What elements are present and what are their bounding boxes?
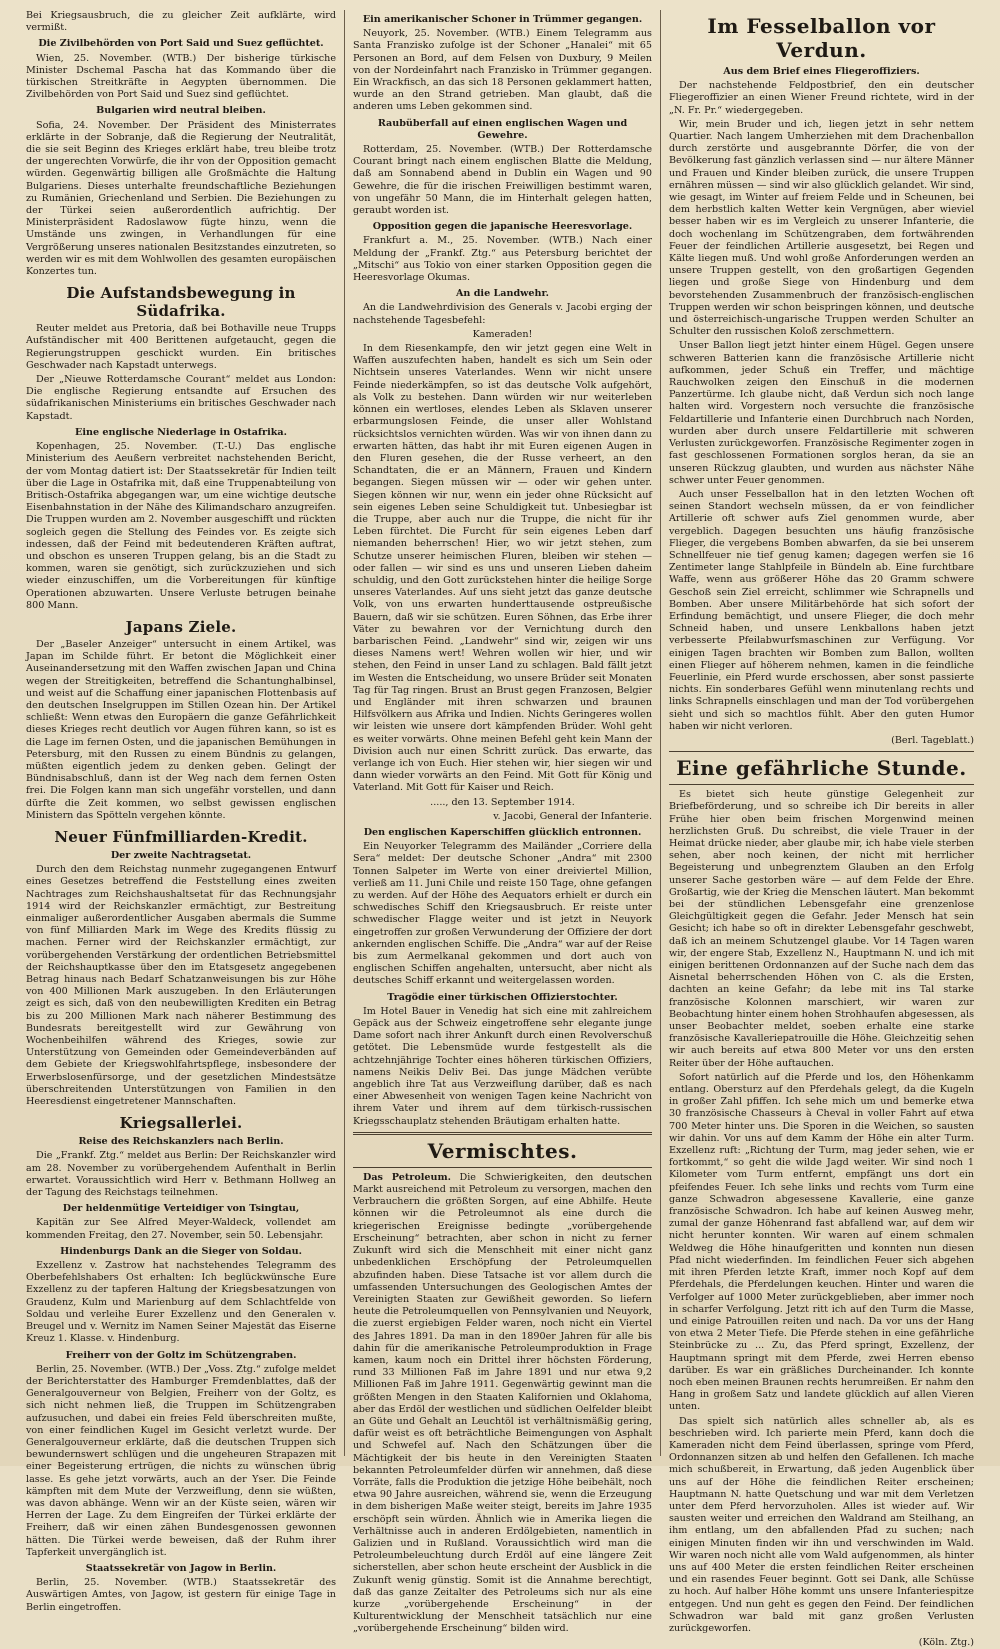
headline-suedafrika: Die Aufstandsbewegung in Südafrika. [66,284,296,321]
article-ostafrika: Kopenhagen, 25. November. (T.-U.) Das englische Ministerium des Aeußern verbreitet nachstehenden Bericht, der vom Montag datiert ist: Der Staatssekretär für Indien teilt über die Lage in Ostafrika mit, daß eine Truppenabteilung von Britisch-Ostafrika abgegangen war, um eine wichtige deutsche Eisenbahnstation in der Nähe des Kilimandscharo anzugreifen. Die Truppen wurden am 2. November ausgeschifft und rückten sogleich gegen die Stellung des Feindes vor. Es zeigte sich indessen, daß der Feind mit bedeutenderen Kräften auftrat, und obschon es unseren Truppen gelang, bis an die Stadt zu kommen, waren sie genötigt, sich zurückzuziehen und sich wieder einzuschiffen, um die Vorbereitungen für künftige Operationen abzuwarten. Unsere Verluste betrugen beinahe 800 Mann. [26,441,336,611]
article-suedafrika-2: Der „Nieuwe Rotterdamsche Courant“ meldet aus London: Die englische Regierung entsandte auf Ersuchen des südafrikanischen Ministeriums ein britisches Geschwader nach Kapstadt. [26,374,336,422]
subheadline-fesselballon: Aus dem Brief eines Fliegeroffiziers. [723,66,920,77]
section-divider-thin [669,784,974,785]
headline-kanzler: Reise des Reichskanzlers nach Berlin. [78,1136,284,1148]
article-japan: Der „Baseler Anzeiger“ untersucht in einem Artikel, was Japan im Schilde führt. Er betont die Möglichkeit einer Auseinandersetzung mit den Waffen zwischen Japan und China wegen der Streitigkeiten, betreffend die Schantunghalbinsel, und weist auf die Schaffung einer japanischen Flottenbasis auf den deutschen Inselgruppen im Stillen Ozean hin. Der Artikel schließt: Wenn etwas den Europäern die ganze Gefährlichkeit dieses Krieges recht deutlich vor Augen führen kann, so ist es die Lage im fernen Osten, und die japanischen Bemühungen in Petersburg, mit den Russen zu einem Bündnis zu gelangen, müßten eigentlich jedem zu denken geben. Gelingt der Bündnisabschluß, dann ist der Weg nach dem fernen Osten frei. Die Folgen kann man sich ungefähr vorstellen, und dann dürfte die Zeit kommen, wo selbst gewissen englischen Ministern das Spötteln vergehen könnte. [26,638,336,821]
article-fesselballon-1: Wir, mein Bruder und ich, liegen jetzt in sehr nettem Quartier. Nach langem Umherziehen mit dem Drachenballon durch zerstörte und ausgebrannte Dörfer, die von der Bevölkerung fast gänzlich verlassen sind — nur ältere Männer und Frauen und Kinder bleiben zurück, die unsere Truppen ernähren müssen — sind wir also glücklich gelandet. Wir sind, wie gesagt, im Winter auf freiem Felde und in Scheunen, bei dem herbstlich kalten Wetter kein Vergnügen, aber wieviel besser haben wir es im Vergleich zu unserer Infanterie, die doch wochenlang im Schützengraben, dem fortwährenden Feuer der feindlichen Artillerie ausgesetzt, bei Regen und Kälte liegen muß. Und wohl große Anforderungen werden an unsere Truppen gestellt, von den großartigen Gegenden liegen und große Siege von Hindenburg und dem bevorstehenden Zusammenbruch der französisch-englischen Truppen werden wir schon beispringen können, und deutsche und österreichisch-ungarische Truppen werden Schulter an Schulter den russischen Koloß zerschmettern. [669,118,974,338]
headline-bulgarien: Bulgarien wird neutral bleiben. [96,105,266,117]
article-stunde-3: Das spielt sich natürlich alles schneller ab, als es beschrieben wird. Ich parierte mein Pferd, kann doch die Kameraden nicht dem Feind überlassen, springe vom Pferd, Ordonnanzen sitzen ab und helfen den Gefallenen. Ich mache mich schußbereit, in Erwartung, daß jeden Augenblick über uns auf der Höhe die feindlichen Reiter erscheinen; Hauptmann N. hatte Quetschung und war mit dem Verletzen unter dem Pferd hervorzuholen. Alles ist wieder auf. Wir sausten weiter und erreichen den Waldrand am Steilhang, an ihm entlang, um den abfallenden Pfad zu suchen; nach einigen Minuten finden wir ihn und verschwinden im Wald. Wir waren noch nicht alle vom Wald aufgenommen, als hinter uns auf 400 Meter die ersten feindlichen Reiter erscheinen und ein rasendes Feuer beginnt. Gott sei Dank, alle Schüsse zu hoch. Auf halber Höhe kommt uns unsere Infanteriespitze entgegen. Und nun geht es gegen den Feind. Der feindlichen Schwadron war bald mit ganz großen Verlusten zurückgeworfen. [669,1415,974,1634]
article-kanzler: Die „Frankf. Ztg.“ meldet aus Berlin: Der Reichskanzler wird am 28. November zu vorübergehendem Aufenthalt in Berlin erwartet. Voraussichtlich wird Herr v. Bethmann Hollweg an der Tagung des Reichstags teilnehmen. [26,1150,336,1199]
headline-landwehr: An die Landwehr. [455,288,550,300]
section-divider-thin [353,1167,652,1168]
article-raub: Rotterdam, 25. November. (WTB.) Der Rotterdamsche Courant bringt nach einem englischen Blatte die Meldung, daß am Sonnabend abend in Dublin ein Wagen und 90 Gewehre, die für die irischen Freiwilligen bestimmt waren, von ungefähr 50 Mann, die im Hinterhalt gelegen hatten, geraubt worden ist. [353,144,652,217]
headline-suez: Die Zivilbehörden von Port Said und Suez geflüchtet. [38,38,324,50]
section-divider [669,751,974,752]
article-landwehr-date: ....., den 13. September 1914. [430,796,575,808]
headline-fesselballon: Im Fesselballon vor Verdun. [707,14,936,62]
article-landwehr-signature: v. Jacobi, General der Infanterie. [493,810,652,822]
article-kaper: Ein Neuyorker Telegramm des Mailänder „Corriere della Sera“ meldet: Der deutsche Schoner „Andra“ mit 2300 Tonnen Salpeter im Werte von einer dreiviertel Million, verließ am 11. Juni Chile und reiste 150 Tage, ohne gefangen zu werden. Auf der Höhe des Aequators erhielt er durch ein schwedisches Schiff den Kriegsausbruch. Er reiste unter schwedischer Flagge weiter und ist jetzt in Neuyork eingetroffen zur großen Verwunderung der Offiziere der dort ankernden englischen Schiffe. Die „Andra“ war auf der Reise bis zum Aermelkanal gekommen und dort auch von englischen Schiffen angehalten, untersucht, aber nicht als deutsches Schiff erkannt und weitergelassen worden. [353,841,652,987]
article-fesselballon-2: Unser Ballon liegt jetzt hinter einem Hügel. Gegen unsere schweren Batterien kann die französische Artillerie nicht aufkommen, jeder Schuß ein Treffer, und mächtige Rauchwolken zeigen den Einschuß in die modernen Panzertürme. Ich glaube nicht, daß Verdun sich noch lange halten wird. Vorgestern noch versuchte die französische Feldartillerie und Infanterie einen Durchbruch nach Norden, wurden aber durch unsere Feldartillerie mit schweren Verlusten zurückgeworfen. Französische Regimenter zogen in fast geschlossenen Formationen sorglos heran, da sie an unseren Rückzug glaubten, und wurden aus nächster Nähe schwer unter Feuer genommen. [669,340,974,486]
article-petroleum [353,1172,652,1636]
article-fragment: Bei Kriegsausbruch, die zu gleicher Zeit aufklärte, wird vermißt. [26,10,336,34]
article-fesselballon-intro: Der nachstehende Feldpostbrief, den ein deutscher Fliegeroffizier an einen Wiener Freund richtete, wird in der „N. Fr. Pr.“ wiedergegeben. [669,80,974,116]
headline-tsingtau: Der heldenmütige Verteidiger von Tsingtau, [62,1203,300,1215]
section-divider [353,1132,652,1135]
article-stunde-source: (Köln. Ztg.) [918,1637,974,1649]
headline-opposition: Opposition gegen die japanische Heeresvorlage. [372,221,633,233]
headline-jagow: Staatssekretär von Jagow in Berlin. [85,1562,277,1574]
column-right [660,10,982,1649]
article-stunde-2: Sofort natürlich auf die Pferde und los, den Höhenkamm entlang. Obersturz auf den Pferdehals gelegt, da die Kugeln in großer Zahl pfiffen. Ich sehe mich um und bemerke etwa 30 französische Chasseurs à Cheval in voller Fahrt auf etwa 700 Meter hinter uns. Die Sporen in die Weichen, so sausten wir dahin. Vor uns auf dem Kamm der Höhe ein alter Turm. Exzellenz ruft: „Richtung der Turm, mag jeder sehen, wie er fortkommt,“ so geht die wilde Jagd weiter. Wir sind noch 1 Kilometer vom Turm entfernt, empfängt uns dort ein pfeifendes Feuer. Ich sehe links und rechts vom Turm eine ganze Schwadron abgesessene Kavallerie, eine ganze französische Schwadron. Ich habe auf keinen Ausweg mehr, zumal der ganze Höhenrand fast abfallend war, auf dem wir nicht herunter konnten. Wir waren auf einem schmalen Weldweg die Höhe hinaufgeritten und konnten nun diesen Pfad nicht wiederfinden. Im feindlichen Feuer sich abgehen mit ihren Pferden letzte Kraft, immer noch Kopf auf dem Pferdehals, die Pferdelungen keuchen. Hinter und waren die Verfolger auf 1000 Meter zurückgeblieben, aber immer noch in scharfer Verfolgung. Jetzt ritt ich auf den Turm die Masse, und einige Patrouillen reiten und nach. Da vor uns der Hang von etwa 2 Meter Tiefe. Die Pferde stehen in eine gefährliche Steinbrücke zu ... Zu, das Pferd springt, Exzellenz, der Hauptmann springt mit dem Pferde, zwei Herren ebenso darüber. Es war ein gräßliches Durcheinander. Ich konnte noch eben meinen Braunen rechts herumreißen. Er nahm den Hang in großem Satz und landete glücklich auf allen Vieren unten. [669,1071,974,1413]
columns [18,10,982,1649]
article-opposition: Frankfurt a. M., 25. November. (WTB.) Nach einer Meldung der „Frankf. Ztg.“ aus Petersburg berichtet der „Mitschi“ aus Tokio von einer starken Opposition gegen die Heeresvorlage Okumas. [353,235,652,284]
headline-goltz: Freiherr von der Goltz im Schützengraben. [65,1349,297,1361]
article-fesselballon-source: (Berl. Tageblatt.) [891,734,974,746]
article-goltz: Berlin, 25. November. (WTB.) Der „Voss. Ztg.“ zufolge meldet der Berichterstatter des Hamburger Fremdenblattes, daß der Generalgouverneur von Belgien, Freiherr von der Goltz, es sich nicht nehmen ließ, die Truppen im Schützengraben aufzusuchen, und dabei ein freies Feld überschreiten mußte, von einer feindlichen Kugel im Gesicht verletzt wurde. Der Generalgouverneur erklärte, daß die deutschen Truppen sich bewundernswert schlügen und die ungeheuren Strapazen mit einer Begeisterung ertrügen, die nichts zu wünschen übrig lasse. Es gehe jetzt vorwärts, auch an der Yser. Die Feinde kämpften mit dem Mute der Verzweiflung, denn sie wüßten, was davon abhänge. Wenn wir an der Küste seien, wären wir Herren der Lage. Zu dem Eingreifen der Türkei erklärte der Freiherr, daß wir einen zähen Bundesgenossen gewonnen hätten. Die Türkei werde beweisen, daß der Ruhm ihrer Tapferkeit unvergänglich ist. [26,1363,336,1558]
article-tochter: Im Hotel Bauer in Venedig hat sich eine mit zahlreichem Gepäck aus der Schweiz eingetroffene sehr elegante junge Dame sofort nach ihrer Ankunft durch einen Revolverschuß getötet. Die Lebensmüde wurde festgestellt als die achtzehnjährige Tochter eines höheren türkischen Offiziers, namens Neikis Deliv Bei. Das junge Mädchen verübte angeblich ihre Tat aus Verzweiflung darüber, daß es nach einer Abwesenheit von wenigen Tagen keine Nachricht von ihrem Vater und ihrem auf dem türkisch-russischen Kriegsschauplatz stehenden Bräutigam erhalten hatte. [353,1005,652,1127]
headline-kaper: Den englischen Kaperschiffen glücklich entronnen. [363,827,642,838]
article-fesselballon-3: Auch unser Fesselballon hat in den letzten Wochen oft seinen Standort wechseln müssen, da er von feindlicher Artillerie oft schwer aufs Ziel genommen wurde, aber vergeblich. Dagegen besuchten uns häufig französische Flieger, die vergebens Bomben abwarfen, da sie bei unserem Schnellfeuer nie tief genug kamen; dagegen werfen sie 16 Zentimeter lange Stahlpfeile in Bündeln ab. Eine furchtbare Waffe, wenn aus größerer Höhe das 20 Gramm schwere Geschoß sein Ziel erreicht, schlimmer wie Schrapnells und Bomben. Aber unsere Militärbehörde hat sich sofort der Erfindung bemächtigt, und unsere Flieger, die doch mehr Schneid haben, und unsere Lenkballons haben jetzt verbesserte Pfeilabwurfsmaschinen zur Verfügung. Vor einigen Tagen brachten wir Bomben zum Ballon, wollten einen Flieger auf höherem nehmen, kamen in die feindliche Feuerlinie, ein Pferd wurde erschossen, aber sonst passierte nichts. Ein sonderbares Gefühl wenn minutenlang rechts und links Schrapnells einschlagen und man der Tod vorübergehen sieht und sich so machtlos fühlt. Aber den guten Humor haben wir nicht verloren. [669,488,974,732]
article-landwehr-intro: An die Landwehrdivision des Generals v. Jacobi erging der nachstehende Tagesbefehl: [353,302,652,326]
article-kredit: Durch den dem Reichstag nunmehr zugegangenen Entwurf eines Gesetzes betreffend die Feststellung eines zweiten Nachtrages zum Reichshaushaltsetat für das Rechnungsjahr 1914 wird der Reichskanzler ermächtigt, zur Bestreitung einmaliger außerordentlicher Ausgaben abermals die Summe von fünf Milliarden Mark im Wege des Kredits flüssig zu machen. Ferner wird der Reichskanzler ermächtigt, zur vorübergehenden Verstärkung der ordentlichen Betriebsmittel der Reichshauptkasse über den im Etatsgesetz angegebenen Betrag hinaus nach Bedarf Schatzanweisungen bis zur Höhe von 400 Millionen Mark auszugeben. In den Erläuterungen zeigt es sich, daß von den neubewilligten Krediten ein Betrag bis zu 200 Millionen Mark nach näherer Bestimmung des Bundesrats bereitgestellt wird zur Gewährung von Wochenbeihilfen während des Krieges, sowie zur Unterstützung von Gemeinden oder Gemeindeverbänden auf dem Gebiete der Kriegswohlfahrtspflege, insbesondere der Erwerbslosenfürsorge, und der gesetzlichen Mindestsätze überschreitenden Unterstützungen von Familien in den Heeresdienst eingetretener Mannschaften. [26,864,336,1108]
article-suez: Wien, 25. November. (WTB.) Der bisherige türkische Minister Dschemal Pascha hat das Kommando über die türkischen Streitkräfte in Aegypten übernommen. Die Zivilbehörden von Port Said und Suez sind geflüchtet. [26,52,336,101]
headline-vermischtes: Vermischtes. [427,1138,578,1163]
headline-gefaehrliche-stunde: Eine gefährliche Stunde. [676,756,967,781]
article-bulgarien: Sofia, 24. November. Der Präsident des Ministerrates erklärte in der Sobranje, daß die Regierung der Neutralität, die sie seit Beginn des Krieges erklärt habe, treu bleibe trotz der ungerechten Vorwürfe, die ihr von der Opposition gemacht würden. Gegenwärtig billigen alle Großmächte die Haltung Bulgariens. Dieses unterhalte freundschaftliche Beziehungen zu Rumänien, Griechenland und Serbien. Die Beziehungen zu der Türkei seien außerordentlich aufrichtig. Der Ministerpräsident Radoslawow fügte hinzu, wenn die Umstände uns zwingen, in Verhandlungen für eine Vergrößerung unseres nationalen Besitzstandes einzutreten, so werden wir es mit dem Wohlwollen des gesamten europäischen Konzertes tun. [26,119,336,278]
article-petroleum-text: Die Schwierigkeiten, den deutschen Markt ausreichend mit Petroleum zu versorgen, machen den Verbrauchern die größten Sorgen, auf eine Abhilfe. Heute können wir die Petroleumnot als eine durch die kriegerischen Ereignisse bedingte „vorübergehende Erscheinung“ betrachten, aber schon in nicht zu ferner Zukunft wird sich die Menschheit mit einer nicht ganz unbedenklichen Erschöpfung der Petroleumquellen abzufinden haben. Diese Tatsache ist vor allem durch die umfassenden Untersuchungen des Geologischen Amtes der Vereinigten Staaten zur Gewißheit geworden. So liefern heute die Petroleumquellen von Pennsylvanien und Neuyork, die zuerst ergiebigen Felder waren, noch nicht ein Viertel des Jahres 1891. Da man in den 1890er Jahren für alle bis dahin für die amerikanische Petroleumproduktion in Frage kamen, kaum noch ein Drittel ihrer höchsten Förderung, rund 33 Millionen Faß im Jahre 1891 und nur etwa 9,2 Millionen Faß im Jahre 1911. Gegenwärtig gewinnt man die größten Mengen in den Staaten Kalifornien und Oklahoma, aber das Erdöl der westlichen und südlichen Oelfelder bleibt an Güte und Gehalt an Leuchtöl ist verhältnismäßig gering, dafür weist es oft beträchtliche Beimengungen von Asphalt und Schwefel auf. Nach den Schätzungen über die Mächtigkeit der bis heute in den Vereinigten Staaten bekannten Petroleumfelder dürfen wir annehmen, daß diese Vorräte, falls die Produktion die jetzige Höhe beibehält, noch etwa 90 Jahre ausreichen, während sie, wenn die Erzeugung in dem bisherigen Maße weiter steigt, bereits im Jahre 1935 erschöpft sein würden. Ähnlich wie in Amerika liegen die Verhältnisse auch in anderen Erdölgebieten, namentlich in Galizien und in Rußland. Voraussichtlich wird man die Petroleumbeleuchtung durch Erdöl auf eine längere Zeit sicherstellen, aber schon heute erscheint der Ausblick in die Zukunft wenig günstig. Somit ist die Annahme berechtigt, daß das ganze Zeitalter des Petroleums sich nur als eine kurze „vorübergehende Erscheinung“ in der Kulturentwicklung der Menschheit tatsächlich nur eine „vorübergehende Erscheinung“ bilden wird. [353,1171,653,1635]
headline-schoner: Ein amerikanischer Schoner in Trümmer gegangen. [362,14,643,25]
headline-petroleum: Das Petroleum. [363,1171,451,1183]
article-tsingtau: Kapitän zur See Alfred Meyer-Waldeck, vollendet am kommenden Freitag, den 27. November, sein 50. Lebensjahr. [26,1217,336,1241]
subheadline-kredit: Der zweite Nachtragsetat. [110,849,252,861]
headline-kriegsallerlei: Kriegsallerlei. [119,1114,243,1133]
article-stunde-1: Es bietet sich heute günstige Gelegenheit zur Briefbeförderung, und so schreibe ich Dir bereits in aller Frühe hier oben beim frischen Morgenwind meinen herzlichsten Gruß. Du schreibst, die viele Trauer in der Heimat drücke nieder, aber glaube mir, ich habe viele sterben sehen, aber noch keinen, der nicht mit herrlicher Begeisterung und unbegrenztem Glauben an den Erfolg unserer Sache gestorben wäre — auf dem Felde der Ehre. Großartig, wie der Krieg die Menschen läutert. Man bekommt bei der stündlichen Lebensgefahr eine grenzenlose Gleichgültigkeit gegen die Gefahr. Jeder Mensch hat sein Gesicht; ich habe so oft in direkter Lebensgefahr geschwebt, daß ich an meinem Schutzengel glaube. Vor 14 Tagen waren wir, der engere Stab, Exzellenz N., Hauptmann N. und ich mit einigen berittenen Ordonnanzen auf der Suche nach dem das Aisnetal beherrschenden Höhen von C. als die Ersten, dachten an keine Gefahr; da lebe mit ins Tal starke französische Kolonnen marschiert, wir waren zur Beobachtung hinter einem hohen Strohhaufen abgesessen, als unser Beobachter meldet, soeben erhalte eine starke französische Kavalleriepatrouille die Höhe. Gleichzeitig sehen wir auch bereits auf etwa 800 Meter vor uns den ersten Reiter über der Höhe auftauchen. [669,789,974,1069]
article-jagow: Berlin, 25. November. (WTB.) Staatssekretär des Auswärtigen Amtes, von Jagow, ist gestern für einige Tage in Berlin eingetroffen. [26,1577,336,1613]
headline-hindenburg: Hindenburgs Dank an die Sieger von Soldau. [60,1245,302,1257]
headline-kredit: Neuer Fünfmilliarden-Kredit. [54,827,308,846]
article-schoner: Neuyork, 25. November. (WTB.) Einem Telegramm aus Santa Franzisko zufolge ist der Schoner „Hanalei“ mit 65 Personen an Bord, auf dem Felsen von Duxbury, 9 Meilen von der Nordeinfahrt nach Franzisko in Trümmer gegangen. Ein Wrackfisch, an das sich 18 Personen geklammert hatten, wurde an den Strand getrieben. Man glaubt, daß die anderen ums Leben gekommen sind. [353,28,652,113]
article-landwehr: In dem Riesenkampfe, den wir jetzt gegen eine Welt in Waffen auszufechten haben, handelt es sich um Sein oder Nichtsein unseres Vaterlandes. Wenn wir nicht unsere Feinde niederkämpfen, so ist das deutsche Volk aufgehört, als Volk zu bestehen. Dann würden wir nur weiterleben können ein wertloses, elendes Leben als Sklaven unserer erbarmungslosen Feinde, die unser aller Wohlstand rücksichtslos vernichten würden. Was wir von ihnen dann zu erwarten hätten, das habt ihr mit Euren eigenen Augen in den Fluren gesehen, die der Russe verheert, an den Schandtaten, die er an Männern, Frauen und Kindern begangen. Siegen müssen wir — oder wir gehen unter. Siegen können wir nur, wenn ein jeder ohne Rücksicht auf sein eigenes Leben seine Schuldigkeit tut. Unbesiegbar ist die Truppe, aber auch nur die Truppe, die nicht für ihr Leben fürchtet. Die Furcht für sein eigenes Leben darf niemanden beherrschen! Hier, wo wir jetzt stehen, zum Schutze unserer heimischen Fluren, bleiben wir stehen — oder fallen — wir sind es uns und unseren Lieben daheim schuldig, und den Gott zurückstehen hinter die heilige Sorge unseres Vaterlandes. Auf uns sieht jetzt das ganze deutsche Volk, von uns erwarten hunderttausende ostpreußische Bauern, daß wir sie schützen. Euren Söhnen, das Erbe ihrer Väter zu bewahren vor der Vernichtung durch den barbarischen Feind. „Landwehr“ sind wir, zeigen wir uns dieses Namens wert! Wehren wollen wir hier, und wir stehen, den Feind in unser Land zu schlagen. Bald fällt jetzt im Westen die Entscheidung, wo unsere Brüder seit Monaten Tag für Tag ringen. Brust an Brust gegen Franzosen, Belgier und Engländer mit ihren schwarzen und braunen Hilfsvölkern aus Afrika und Indien. Nichts Geringeres wollen wir leisten wie unsere dort kämpfenden Brüder. Wohl geht es weiter vorwärts. Ohne meinen Befehl geht kein Mann der Division auch nur einen Schritt zurück. Das erwarte, das verlange ich von Euch. Hier stehen wir, hier siegen wir und dann wieder vorwärts an den Feind. Mit Gott für König und Vaterland. Mit Gott für Kaiser und Reich. [353,343,652,794]
headline-ostafrika: Eine englische Niederlage in Ostafrika. [75,426,287,438]
article-hindenburg: Exzellenz v. Zastrow hat nachstehendes Telegramm des Oberbefehlshabers Ost erhalten: Ich beglückwünsche Eure Exzellenz zu der tapferen Haltung der Kriegsbesatzungen von Graudenz, Kulm und Marienburg auf dem Schlachtfelde von Soldau und verleihe Eurer Exzellenz und den Generalen v. Breugel und v. Wernitz im Namen Seiner Majestät das Eiserne Kreuz 1. Klasse. v. Hindenburg. [26,1260,336,1345]
headline-raub: Raubüberfall auf einen englischen Wagen und Gewehre. [377,117,628,141]
column-left [18,10,344,1613]
article-suedafrika-1: Reuter meldet aus Pretoria, daß bei Bothaville neue Trupps Aufständischer mit 400 Berittenen aufgetaucht, gegen die Regierungstruppen geschickt wurden. Ein britisches Geschwader nach Kapstadt unterwegs. [26,323,336,371]
headline-tochter: Tragödie einer türkischen Offizierstochter. [387,991,618,1003]
article-landwehr-salutation: Kameraden! [472,328,533,340]
column-middle [344,10,660,1635]
headline-japan: Japans Ziele. [125,617,237,636]
